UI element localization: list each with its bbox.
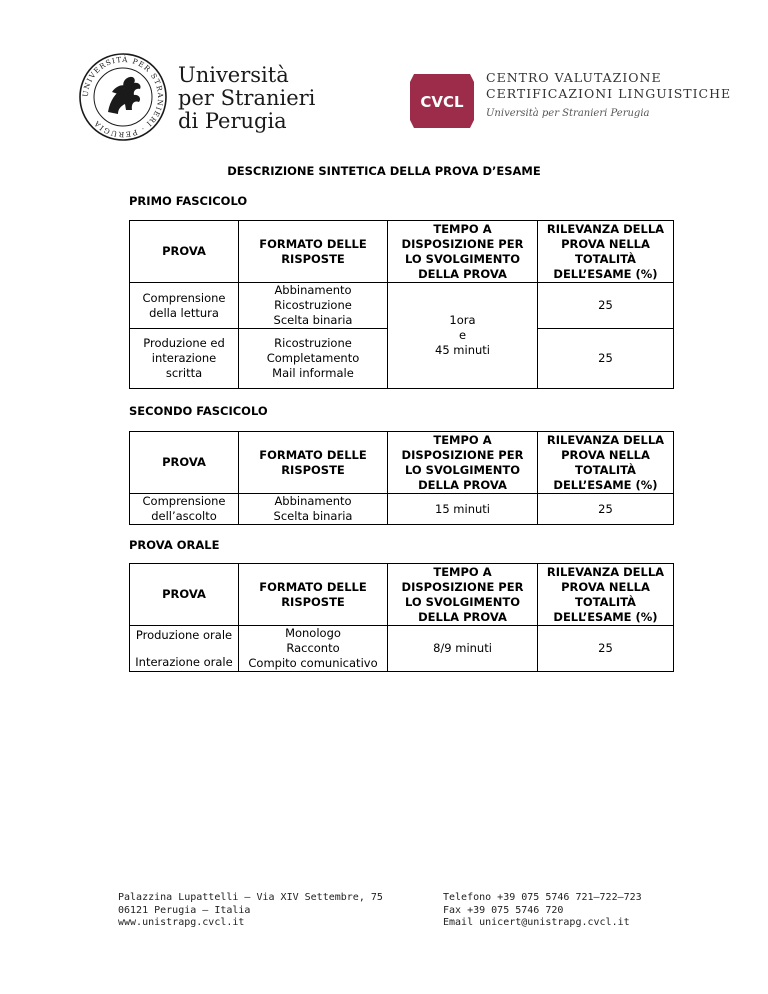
footer-line: 06121 Perugia – Italia xyxy=(118,904,251,916)
cvcl-name-line: CENTRO VALUTAZIONE xyxy=(486,70,662,85)
cell-prova: Produzione orale Interazione orale xyxy=(130,626,239,672)
university-name-line: per Stranieri xyxy=(178,86,316,110)
footer-line: Palazzina Lupattelli – Via XIV Settembre, 75 xyxy=(118,892,383,903)
header-tempo: TEMPO A DISPOSIZIONE PER LO SVOLGIMENTO DELLA PROVA xyxy=(388,432,538,494)
header-tempo: TEMPO A DISPOSIZIONE PER LO SVOLGIMENTO DELLA PROVA xyxy=(388,221,538,283)
header-formato: FORMATO DELLE RISPOSTE xyxy=(239,221,388,283)
cell-tempo: 15 minuti xyxy=(388,494,538,525)
university-name xyxy=(178,64,315,133)
footer-line[interactable] xyxy=(118,917,383,930)
section-title-primo: PRIMO FASCICOLO xyxy=(129,194,248,208)
document-title: DESCRIZIONE SINTETICA DELLA PROVA D’ESAME xyxy=(227,164,541,178)
table-row xyxy=(130,283,674,329)
table-secondo-fascicolo xyxy=(129,431,674,525)
table-row xyxy=(130,626,674,672)
cell-formato: Ricostruzione Completamento Mail informale xyxy=(239,329,388,389)
cell-prova: Comprensione dell’ascolto xyxy=(130,494,239,525)
university-name-line: Università xyxy=(178,63,289,87)
table-header-row xyxy=(130,432,674,494)
table-primo-fascicolo xyxy=(129,220,674,389)
footer-contacts xyxy=(443,892,642,930)
cell-rilevanza: 25 xyxy=(538,329,674,389)
cell-formato: Monologo Racconto Compito comunicativo xyxy=(239,626,388,672)
cvcl-badge-text: CVCL xyxy=(420,93,464,111)
header-formato: FORMATO DELLE RISPOSTE xyxy=(239,432,388,494)
cell-prova: Comprensione della lettura xyxy=(130,283,239,329)
footer-address xyxy=(118,892,383,930)
header-tempo: TEMPO A DISPOSIZIONE PER LO SVOLGIMENTO DELLA PROVA xyxy=(388,564,538,626)
cell-formato: Abbinamento Scelta binaria xyxy=(239,494,388,525)
cell-rilevanza: 25 xyxy=(538,626,674,672)
table-header-row xyxy=(130,564,674,626)
header-prova: PROVA xyxy=(130,432,239,494)
cell-tempo: 8/9 minuti xyxy=(388,626,538,672)
email-link[interactable]: Email unicert@unistrapg.cvcl.it xyxy=(443,917,630,928)
table-row xyxy=(130,494,674,525)
header-rilevanza: RILEVANZA DELLA PROVA NELLA TOTALITÀ DELL’ESAME (%) xyxy=(538,432,674,494)
university-name-line: di Perugia xyxy=(178,109,287,133)
university-seal-logo xyxy=(78,52,168,142)
seal-ring-text: UNIVERSITÀ PER STRANIERI · PERUGIA xyxy=(80,54,166,140)
footer-line[interactable] xyxy=(443,917,642,930)
footer-line: Telefono +39 075 5746 721–722–723 xyxy=(443,892,642,903)
cvcl-logo-badge xyxy=(408,72,476,130)
cvcl-heading xyxy=(486,70,731,119)
footer-line: Fax +39 075 5746 720 xyxy=(443,904,564,916)
section-title-secondo: SECONDO FASCICOLO xyxy=(129,404,268,418)
table-header-row xyxy=(130,221,674,283)
cell-rilevanza: 25 xyxy=(538,494,674,525)
section-title-orale: PROVA ORALE xyxy=(129,538,220,552)
header-prova: PROVA xyxy=(130,221,239,283)
cell-tempo: 1ora e 45 minuti xyxy=(388,283,538,389)
cell-formato: Abbinamento Ricostruzione Scelta binaria xyxy=(239,283,388,329)
header-prova: PROVA xyxy=(130,564,239,626)
cell-rilevanza: 25 xyxy=(538,283,674,329)
table-prova-orale xyxy=(129,563,674,672)
website-link[interactable]: www.unistrapg.cvcl.it xyxy=(118,917,245,928)
cvcl-subtitle: Università per Stranieri Perugia xyxy=(486,108,650,119)
cvcl-name-line: CERTIFICAZIONI LINGUISTICHE xyxy=(486,86,732,101)
cell-prova: Produzione ed interazione scritta xyxy=(130,329,239,389)
header-formato: FORMATO DELLE RISPOSTE xyxy=(239,564,388,626)
header-rilevanza: RILEVANZA DELLA PROVA NELLA TOTALITÀ DELL’ESAME (%) xyxy=(538,221,674,283)
header-rilevanza: RILEVANZA DELLA PROVA NELLA TOTALITÀ DELL’ESAME (%) xyxy=(538,564,674,626)
